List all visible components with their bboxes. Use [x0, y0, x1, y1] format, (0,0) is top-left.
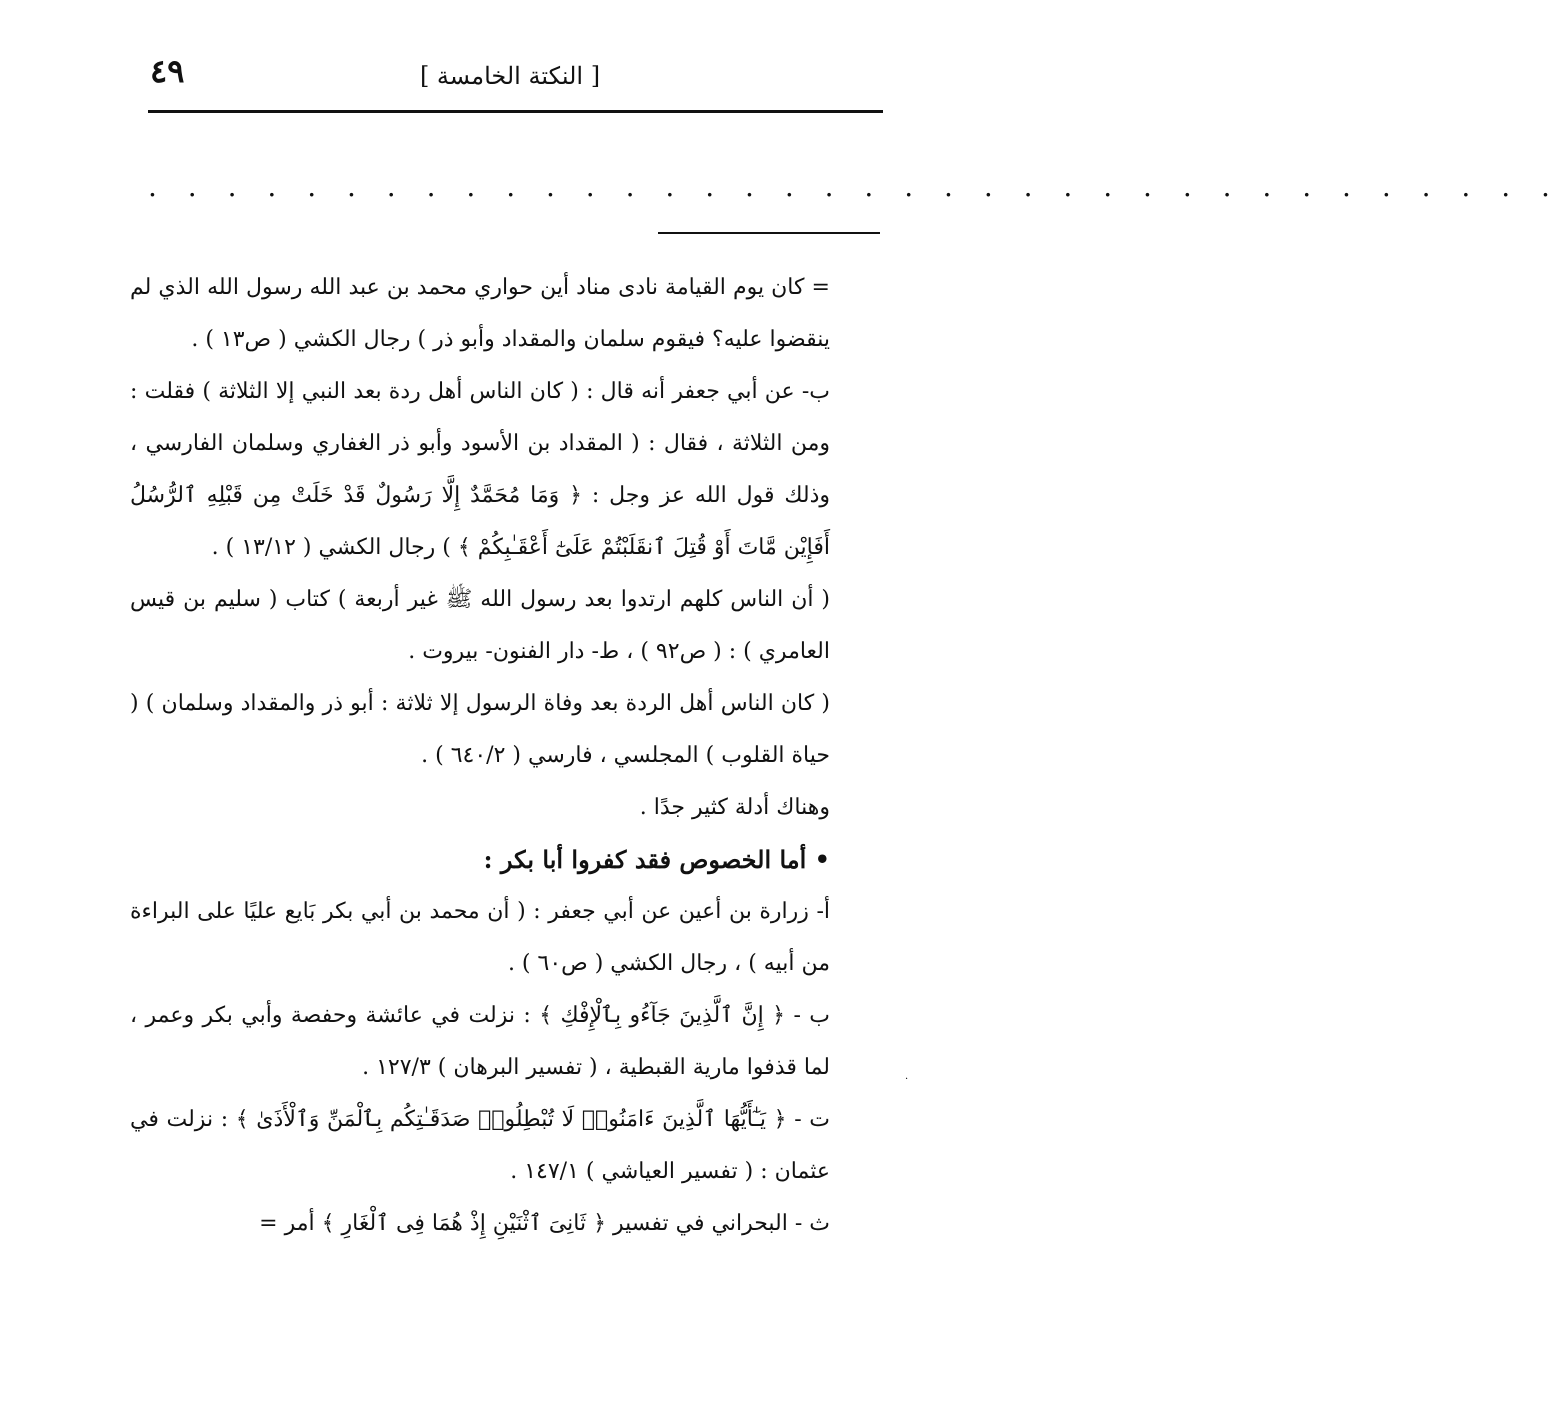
paragraph: وهناك أدلة كثير جدًا .: [639, 795, 830, 820]
paragraph: = كان يوم القيامة نادى مناد أين حواري محمد بن عبد الله رسول الله الذي لم ينقضوا عليه؟ فيقوم سلمان والمقداد وأبو ذر ) رجال الكشي ( ص١٣ ) .: [130, 275, 830, 352]
list-item: ت - ﴿ يَـٰٓأَيُّهَا ٱلَّذِينَ ءَامَنُوا۟ لَا تُبْطِلُوا۟ صَدَقَـٰتِكُم بِٱلْمَنِّ وَٱلْأَذَىٰ ﴾ : نزلت في عثمان : ( تفسير العياشي ) ١٤٧/١ .: [130, 1107, 830, 1184]
list-item: ث - البحراني في تفسير ﴿ ثَانِىَ ٱثْنَيْنِ إِذْ هُمَا فِى ٱلْغَارِ ﴾ أمر =: [259, 1211, 830, 1236]
footnote-dots: . . . . . . . . . . . . . . . . . . . . . . . . . . . . . . . . . . . .: [148, 170, 1561, 203]
header-rule: [148, 110, 883, 113]
list-item: أ- زرارة بن أعين عن أبي جعفر : ( أن محمد بن أبي بكر بَايع عليًا على البراءة من أبيه ) ، رجال الكشي ( ص٦٠ ) .: [130, 899, 830, 976]
list-item: ب - ﴿ إِنَّ ٱلَّذِينَ جَآءُو بِٱلْإِفْكِ ﴾ : نزلت في عائشة وحفصة وأبي بكر وعمر ، لما قذفوا مارية القبطية ، ( تفسير البرهان ) ١٢٧/٣ .: [130, 1003, 830, 1080]
paragraph: ب- عن أبي جعفر أنه قال : ( كان الناس أهل ردة بعد النبي إلا الثلاثة ) فقلت : ومن الثلاثة ، فقال : ( المقداد بن الأسود وأبو ذر الغفاري وسلمان الفارسي ، وذلك قول الله عز وجل : ﴿ وَمَا مُحَمَّدٌ إِلَّا رَسُولٌ قَدْ خَلَتْ مِن قَبْلِهِ ٱلرُّسُلُ أَفَإِيْن مَّاتَ أَوْ قُتِلَ ٱنقَلَبْتُمْ عَلَىٰٓ أَعْقَـٰبِكُمْ ﴾ ) رجال الكشي ( ١٣/١٢ ) .: [130, 379, 830, 560]
body-text: [130, 262, 830, 1250]
running-header: [ النكتة الخامسة ]: [419, 62, 601, 90]
footnote-separator: [658, 232, 880, 234]
margin-mark: ·: [905, 1074, 909, 1085]
paragraph: ( أن الناس كلهم ارتدوا بعد رسول الله ﷺ غير أربعة ) كتاب ( سليم بن قيس العامري ) : ( ص٩٢ ) ، ط- دار الفنون- بيروت .: [130, 587, 830, 664]
paragraph: ( كان الناس أهل الردة بعد وفاة الرسول إلا ثلاثة : أبو ذر والمقداد وسلمان ) ( حياة القلوب ) المجلسي ، فارسي ( ٦٤٠/٢ ) .: [130, 691, 830, 768]
section-heading: • أما الخصوص فقد كفروا أبا بكر :: [483, 845, 830, 874]
page-number: ٤٩: [150, 52, 185, 90]
